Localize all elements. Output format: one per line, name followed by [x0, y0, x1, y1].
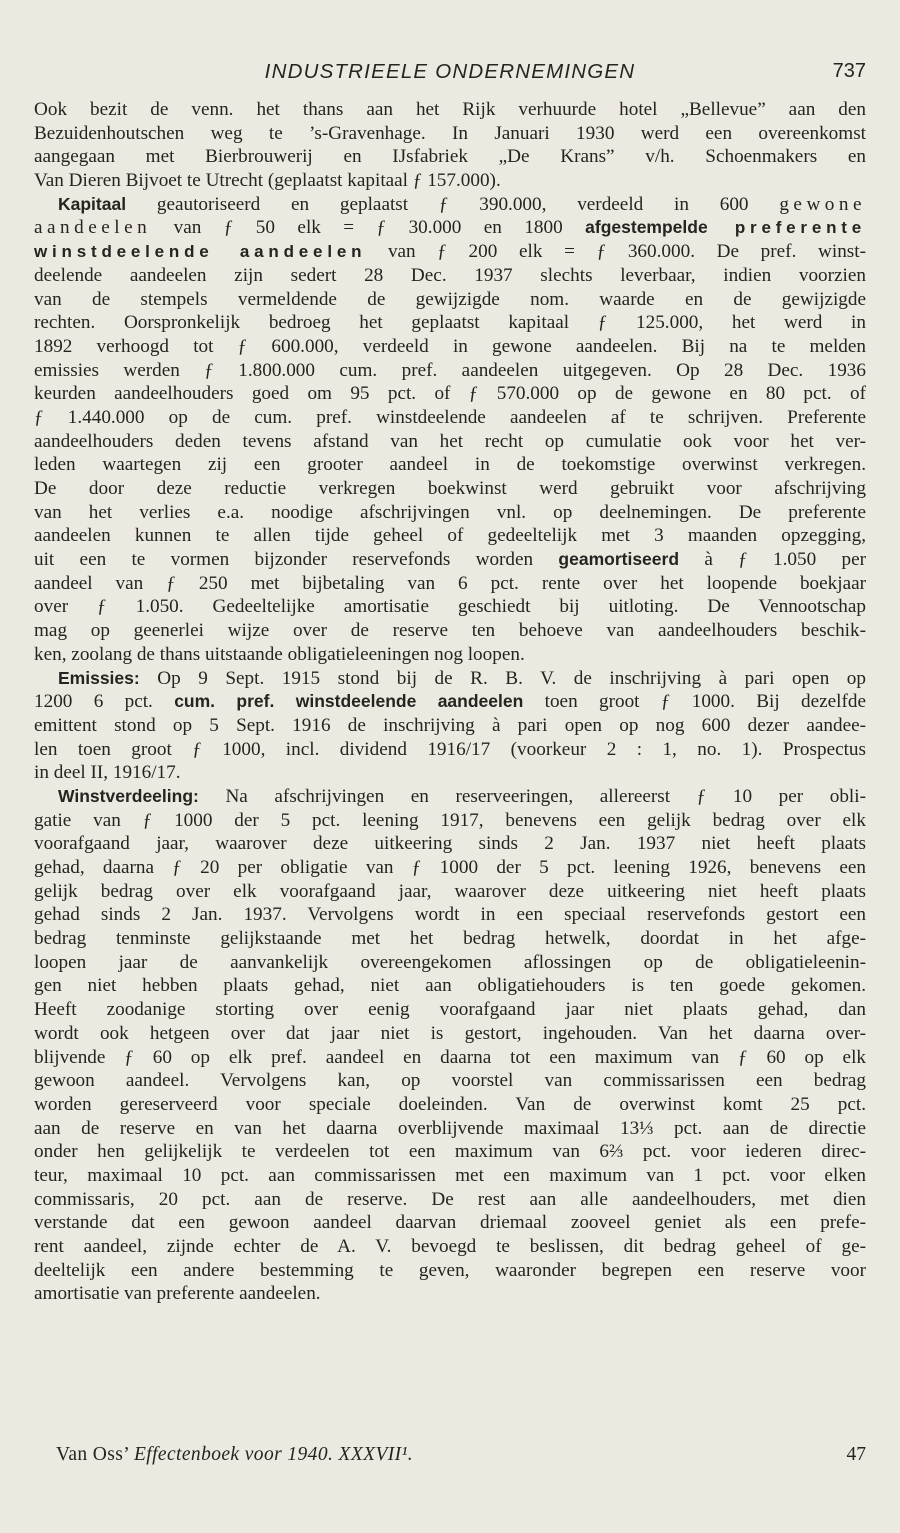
text-line: rechten. Oorspronkelijk bedroeg het geplaatst kapitaal ƒ 125.000, het werd in — [34, 312, 866, 334]
text-line: De door deze reductie verkregen boekwinst werd gebruikt voor afschrijving — [34, 478, 866, 499]
text-line — [34, 240, 866, 264]
text-line: aandeelen kunnen te allen tijde geheel of gedeeltelijk met 3 maanden opzegging, — [34, 525, 866, 547]
text-line: over ƒ 1.050. Gedeeltelijke amortisatie geschiedt bij uitloting. De Vennootschap — [34, 596, 866, 618]
paragraph-intro — [34, 98, 866, 193]
text-line: len toen groot ƒ 1000, incl. dividend 1916/17 (voorkeur 2 : 1, no. 1). Prospectus — [34, 738, 866, 760]
paragraph-winstverdeeling — [34, 785, 866, 1306]
text-line: commissaris, 20 pct. aan de reserve. De rest aan alle aandeelhouders, met dien — [34, 1188, 866, 1210]
text-line — [34, 216, 866, 240]
bold-spaced-text: winstdeelende aandeelen — [34, 242, 367, 262]
text-line — [34, 690, 866, 714]
text-line: verstande dat een gewoon aandeel daarvan driemaal zooveel geniet als een prefe- — [34, 1212, 866, 1234]
inline-text: Na afschrijvingen en reserveeringen, allereerst ƒ 10 per obli- — [198, 785, 866, 807]
page-footer — [56, 1444, 866, 1474]
running-title: INDUSTRIEELE ONDERNEMINGEN — [264, 60, 636, 83]
text-line: bedrag tenminste gelijkstaande met het bedrag hetwelk, doordat in het afge- — [34, 928, 866, 950]
text-line: in deel II, 1916/17. — [34, 762, 181, 784]
text-line: ƒ 1.440.000 op de cum. pref. winstdeelende aandeelen af te schrijven. Preferente — [34, 406, 866, 428]
text-line: gelijk bedrag over elk voorafgaand jaar, waarover deze uitkeering niet heeft plaats — [34, 880, 866, 902]
text-line: deeltelijk een andere bestemming te geven, waaronder begrepen een reserve voor — [34, 1259, 866, 1281]
inline-text: van ƒ 50 elk = ƒ 30.000 en 1800 — [151, 217, 586, 239]
text-line: wordt ook hetgeen over dat jaar niet is gestort, ingehouden. Van het daarna over- — [34, 1022, 866, 1044]
text-line: van het verlies e.a. noodige afschrijvingen vnl. op deelnemingen. De preferente — [34, 501, 866, 523]
article-body — [34, 98, 866, 1306]
text-line: gatie van ƒ 1000 der 5 pct. leening 1917, benevens een gelijk bedrag over elk — [34, 809, 866, 831]
footer-source-prefix: Van Oss’ — [56, 1444, 134, 1465]
text-line: 1892 verhoogd tot ƒ 600.000, verdeeld in gewone aandeelen. Bij na te melden — [34, 335, 866, 357]
text-line: emissies werden ƒ 1.800.000 cum. pref. aandeelen uitgegeven. Op 28 Dec. 1936 — [34, 359, 866, 381]
text-line: aan de reserve en van het daarna overblijvende maximaal 13⅓ pct. aan de directie — [34, 1117, 866, 1139]
text-line: amortisatie van preferente aandeelen. — [34, 1283, 321, 1305]
text-line: ken, zoolang de thans uitstaande obligatieleeningen nog loopen. — [34, 643, 525, 665]
text-line: onder hen gelijkelijk te verdeelen tot een maximum van 6⅔ pct. voor iederen direc- — [34, 1141, 866, 1163]
text-line: aandeel van ƒ 250 met bijbetaling van 6 pct. rente over het loopende boekjaar — [34, 572, 866, 594]
winstverdeeling-label: Winstverdeeling: — [58, 785, 199, 806]
text-line: worden gereserveerd voor speciale doeleinden. Van de overwinst komt 25 pct. — [34, 1093, 866, 1115]
text-line — [34, 193, 866, 217]
bold-spaced-text: preferente — [707, 218, 867, 238]
text-line: Bezuidenhoutschen weg te ’s-Gravenhage. In Januari 1930 werd een overeenkomst — [34, 122, 866, 144]
text-line: aangegaan met Bierbrouwerij en IJsfabriek „De Krans” v/h. Schoenmakers en — [34, 146, 866, 168]
inline-text: à ƒ 1.050 per — [679, 549, 866, 571]
spaced-text: gewone — [779, 193, 866, 215]
text-line: Heeft zoodanige storting over eenig voorafgaand jaar niet plaats gehad, dan — [34, 999, 866, 1021]
emissies-label: Emissies: — [58, 667, 140, 688]
text-line: gewoon aandeel. Vervolgens kan, op voorstel van commissarissen een bedrag — [34, 1070, 866, 1092]
footer-source-title: Effectenboek voor 1940. XXXVII¹. — [133, 1444, 414, 1465]
spaced-text: aandeelen — [34, 217, 152, 239]
bold-text: afgestempelde — [585, 217, 708, 238]
paragraph-emissies — [34, 667, 866, 785]
kapitaal-label: Kapitaal — [58, 193, 127, 214]
text-line: Van Dieren Bijvoet te Utrecht (geplaatst kapitaal ƒ 157.000). — [34, 170, 501, 192]
text-line: blijvende ƒ 60 op elk pref. aandeel en daarna tot een maximum van ƒ 60 op elk — [34, 1046, 866, 1068]
sheet-number: 47 — [846, 1444, 866, 1465]
text-line: gehad, daarna ƒ 20 per obligatie van ƒ 1000 der 5 pct. leening 1926, benevens een — [34, 857, 866, 878]
text-line: deelende aandeelen zijn sedert 28 Dec. 1937 slechts leverbaar, indien voorzien — [34, 264, 866, 286]
text-line: Ook bezit de venn. het thans aan het Rijk verhuurde hotel „Bellevue” aan den — [34, 99, 866, 120]
inline-text: uit een te vormen bijzonder reservefonds worden — [34, 549, 559, 571]
text-line: gen niet hebben plaats gehad, niet aan obligatiehouders is ten goede gekomen. — [34, 975, 866, 997]
footer-source — [56, 1444, 413, 1466]
inline-text: 1200 6 pct. — [34, 691, 175, 713]
text-line: mag op geenerlei wijze over de reserve ten behoeve van aandeelhouders beschik- — [34, 620, 866, 642]
text-line: rent aandeel, zijnde echter de A. V. bevoegd te beslissen, dit bedrag geheel of ge- — [34, 1236, 866, 1257]
text-line: teur, maximaal 10 pct. aan commissarissen met een maximum van 1 pct. voor elken — [34, 1164, 866, 1186]
text-line: loopen jaar de aanvankelijk overeengekomen aflossingen op de obligatieleenin- — [34, 951, 866, 973]
inline-text: toen groot ƒ 1000. Bij dezelfde — [523, 691, 866, 713]
text-line — [34, 548, 866, 572]
text-line — [34, 785, 866, 809]
page-number: 737 — [832, 60, 866, 82]
text-line: emittent stond op 5 Sept. 1916 de inschrijving à pari open op nog 600 dezer aandee- — [34, 714, 866, 736]
running-header — [34, 60, 866, 90]
bold-text: geamortiseerd — [558, 549, 680, 570]
text-line: gehad sinds 2 Jan. 1937. Vervolgens wordt in een speciaal reservefonds gestort een — [34, 904, 866, 926]
paragraph-kapitaal — [34, 193, 866, 667]
text-line: van de stempels vermeldende de gewijzigde nom. waarde en de gewijzigde — [34, 288, 866, 310]
bold-text: cum. pref. winstdeelende aandeelen — [174, 691, 524, 712]
inline-text: van ƒ 200 elk = ƒ 360.000. De pref. winst- — [366, 241, 866, 263]
text-line: aandeelhouders deden tevens afstand van het recht op cumulatie ook voor het ver- — [34, 430, 866, 452]
inline-text: Op 9 Sept. 1915 stond bij de R. B. V. de inschrijving à pari open op — [139, 667, 866, 689]
text-line — [34, 667, 866, 691]
inline-text: geautoriseerd en geplaatst ƒ 390.000, verdeeld in 600 — [126, 193, 780, 215]
text-line: keurden aandeelhouders goed om 95 pct. of ƒ 570.000 op de gewone en 80 pct. of — [34, 383, 866, 405]
text-line: leden waartegen zij een grooter aandeel in de toekomstige overwinst verkregen. — [34, 454, 866, 476]
text-line: voorafgaand jaar, waarover deze uitkeering sinds 2 Jan. 1937 niet heeft plaats — [34, 833, 866, 855]
